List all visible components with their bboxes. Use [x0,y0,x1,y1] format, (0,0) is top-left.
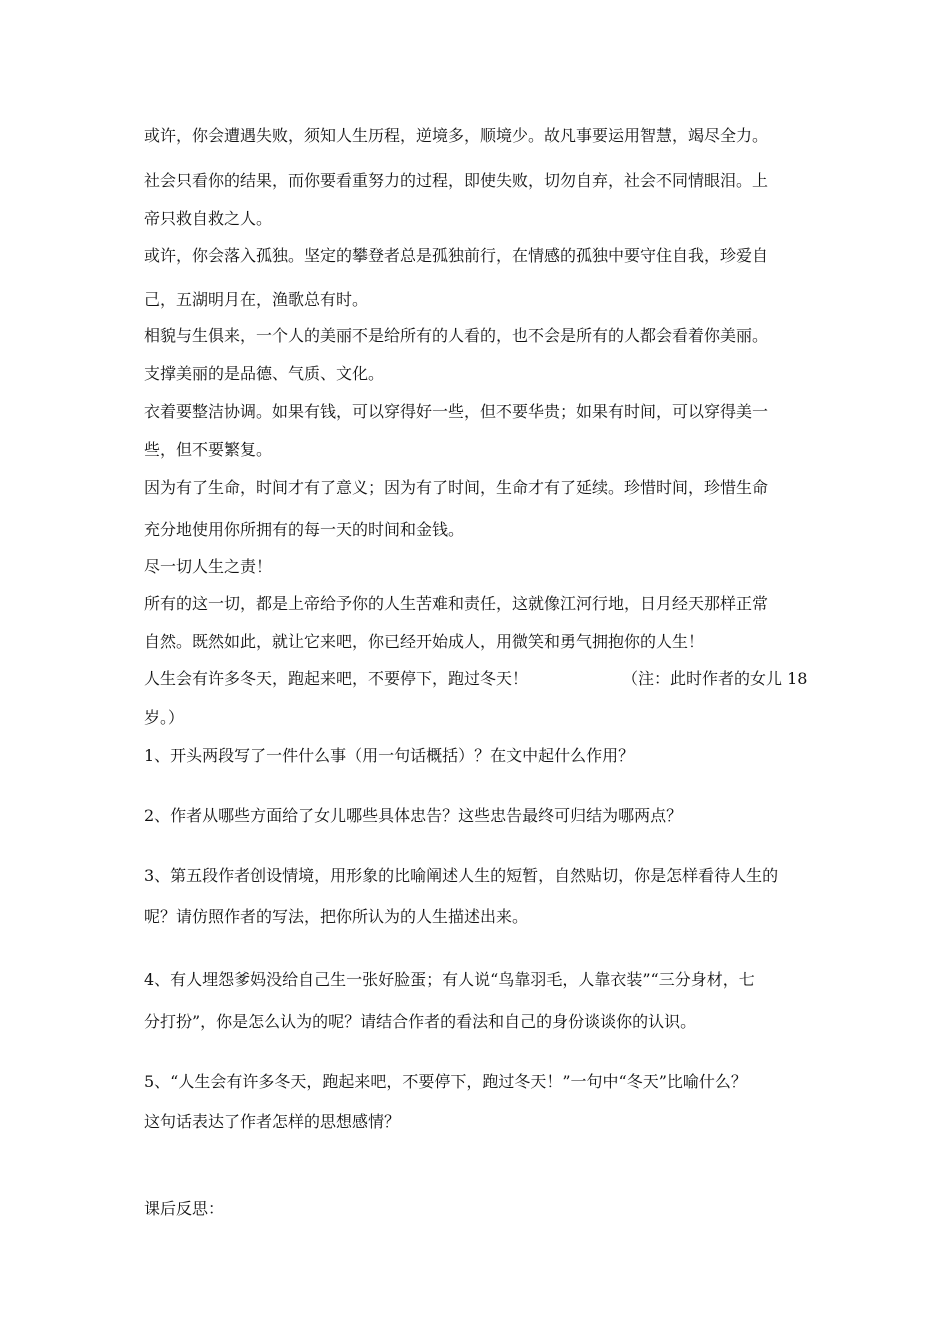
question-4-continued: 分打扮”，你是怎么认为的呢？请结合作者的看法和自己的身份谈谈你的认识。 [144,1012,697,1031]
closing-line [144,669,824,689]
text-line: 社会只看你的结果，而你要看重努力的过程，即使失败，切勿自弃，社会不同情眼泪。上 [144,171,769,190]
closing-sentence: 人生会有许多冬天，跑起来吧，不要停下，跑过冬天！ [144,669,529,688]
text-line: 己，五湖明月在，渔歌总有时。 [144,290,369,309]
text-line: 支撑美丽的是品德、气质、文化。 [144,364,385,383]
text-line: 充分地使用你所拥有的每一天的时间和金钱。 [144,520,465,539]
question-2: 2、作者从哪些方面给了女儿哪些具体忠告？这些忠告最终可归结为哪两点？ [144,806,683,825]
text-line: 相貌与生俱来，一个人的美丽不是给所有的人看的，也不会是所有的人都会看着你美丽。 [144,326,769,345]
question-4: 4、有人埋怨爹妈没给自己生一张好脸蛋；有人说“鸟靠羽毛，人靠衣装”“三分身材，七 [144,970,755,989]
text-line: 所有的这一切，都是上帝给予你的人生苦难和责任，这就像江河行地，日月经天那样正常 [144,594,769,613]
text-line: 帝只救自救之人。 [144,209,273,228]
question-3: 3、第五段作者创设情境，用形象的比喻阐述人生的短暂，自然贴切，你是怎样看待人生的 [144,866,779,885]
text-line: 衣着要整洁协调。如果有钱，可以穿得好一些，但不要华贵；如果有时间，可以穿得美一 [144,402,769,421]
text-line: 自然。既然如此，就让它来吧，你已经开始成人，用微笑和勇气拥抱你的人生！ [144,632,705,651]
question-5: 5、“人生会有许多冬天，跑起来吧，不要停下，跑过冬天！”一句中“冬天”比喻什么？ [144,1072,747,1091]
question-3-continued: 呢？请仿照作者的写法，把你所认为的人生描述出来。 [144,907,529,926]
text-line: 些，但不要繁复。 [144,440,273,459]
text-line: 或许，你会遭遇失败，须知人生历程，逆境多，顺境少。故凡事要运用智慧，竭尽全力。 [144,126,769,145]
text-line: 尽一切人生之责！ [144,557,273,576]
author-note: （注：此时作者的女儿 18 [622,669,808,688]
text-line: 因为有了生命，时间才有了意义；因为有了时间，生命才有了延续。珍惜时间，珍惜生命 [144,478,769,497]
text-line: 或许，你会落入孤独。坚定的攀登者总是孤独前行，在情感的孤独中要守住自我，珍爱自 [144,246,769,265]
reflection-label: 课后反思： [144,1199,225,1218]
question-1: 1、开头两段写了一件什么事（用一句话概括）？在文中起什么作用？ [144,746,635,765]
question-5-continued: 这句话表达了作者怎样的思想感情？ [144,1112,401,1131]
author-note-continued: 岁。） [144,708,185,727]
